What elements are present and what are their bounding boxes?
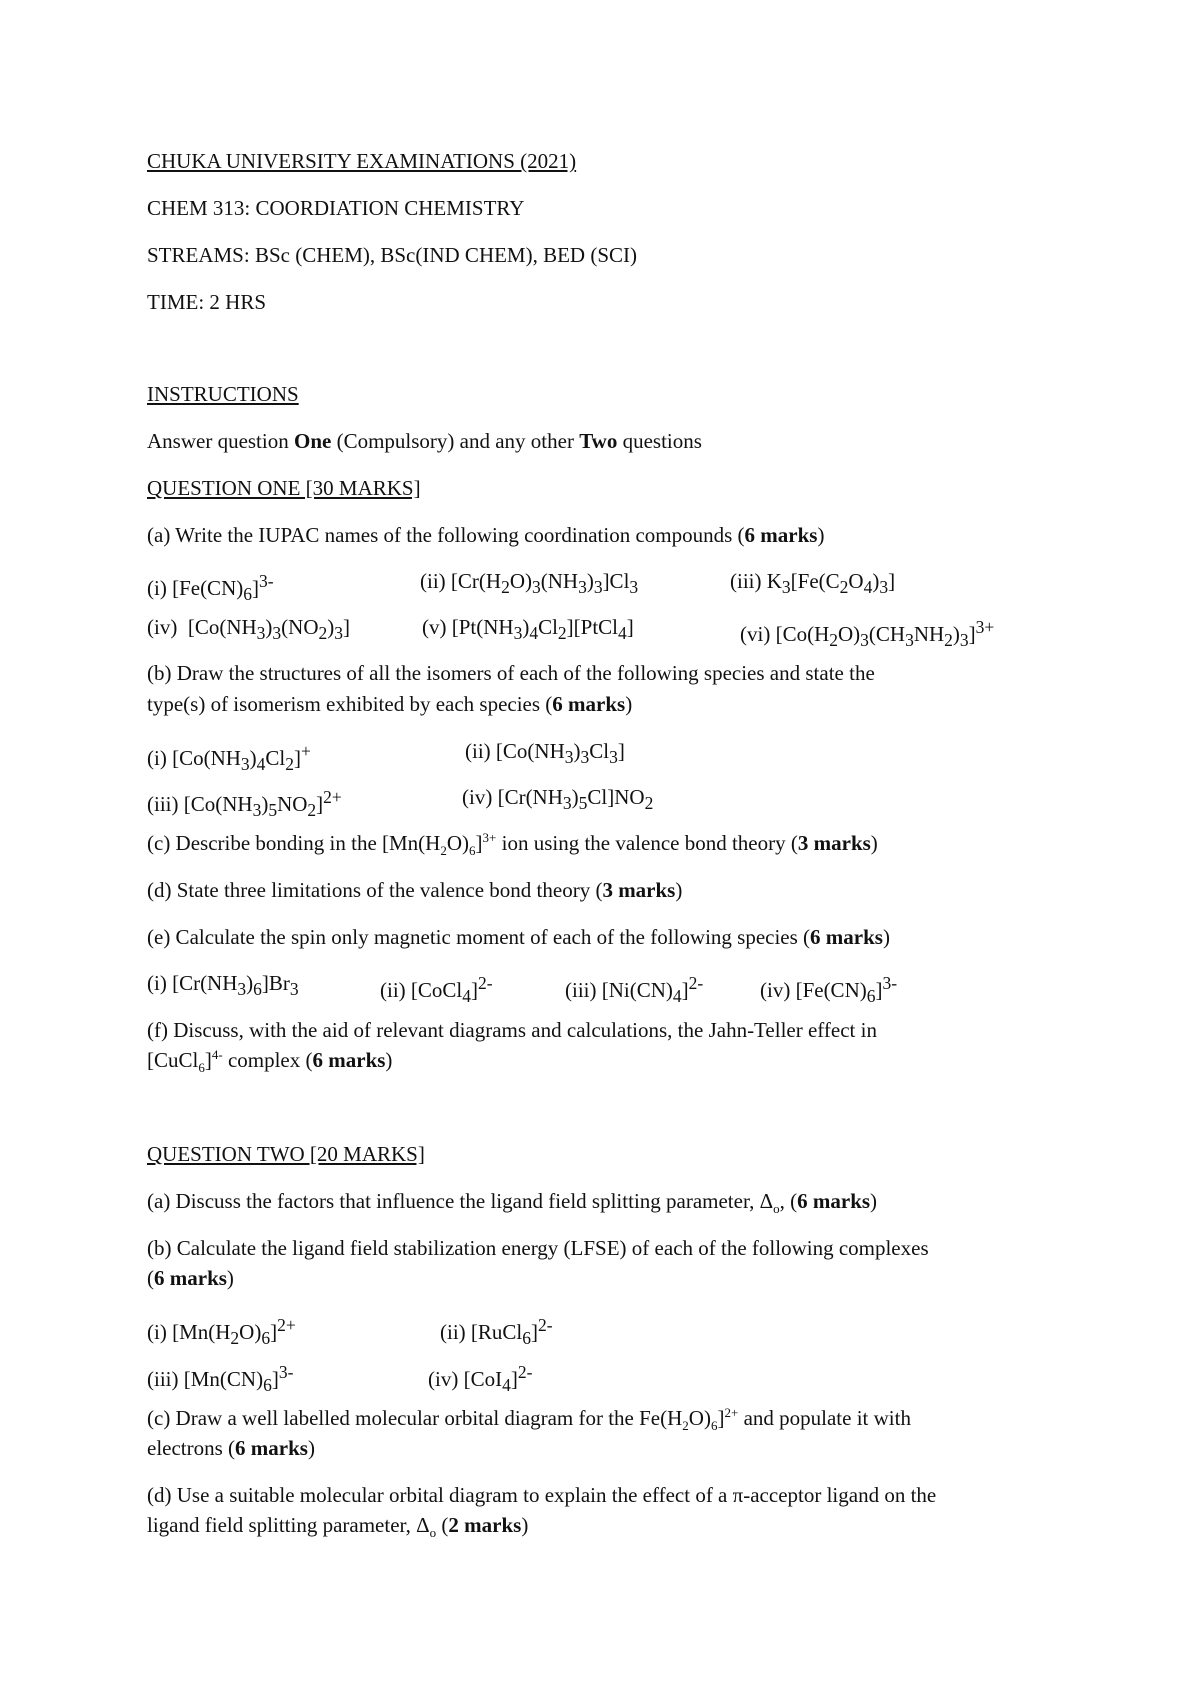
q2-part-c-line2: electrons (6 marks) <box>147 1436 315 1460</box>
streams-line: STREAMS: BSc (CHEM), BSc(IND CHEM), BED (SCI) <box>147 243 638 267</box>
q2b-item-iv: (iv) $[CoI_4]^{2-}$ <box>428 1362 533 1396</box>
q1e-item-iv: (iv) $[Fe(CN)_6]^{3-}$ <box>760 973 898 1007</box>
question-two-heading: QUESTION TWO [20 MARKS] <box>147 1142 425 1166</box>
q1-part-b-line2: type(s) of isomerism exhibited by each species (6 marks) <box>147 692 633 716</box>
q1b-item-i: (i) $[Co(NH_3)_4Cl_2]^+$ <box>147 741 311 775</box>
q1e-item-i: (i) $[Cr(NH_3)_6]Br_3$ <box>147 971 299 1000</box>
course-title: CHEM 313: COORDIATION CHEMISTRY <box>147 196 525 220</box>
q1a-item-iv: (iv) $[Co(NH_3)_3(NO_2)_3]$ <box>147 615 350 644</box>
q1-part-d: (d) State three limitations of the valence bond theory (3 marks) <box>147 878 683 902</box>
q2-part-b-line1: (b) Calculate the ligand field stabilization energy (LFSE) of each of the following complexes <box>147 1236 929 1260</box>
q1e-item-iii: (iii) $[Ni(CN)_4]^{2-}$ <box>565 973 704 1007</box>
q2-part-d-line2: ligand field splitting parameter, $\Delta_o$ (2 marks) <box>147 1513 529 1540</box>
time-line: TIME: 2 HRS <box>147 290 267 314</box>
q1a-item-ii: (ii) $[Cr(H_2O)_3(NH_3)_3]Cl_3$ <box>420 569 639 598</box>
q1b-item-ii: (ii) $[Co(NH_3)_3Cl_3]$ <box>465 739 625 768</box>
q1e-item-ii: (ii) [CoCl$_4$]$^{2-}$ <box>380 973 493 1007</box>
q1-part-a: (a) Write the IUPAC names of the following coordination compounds (6 marks) <box>147 523 825 547</box>
q1a-item-v: (v) $[Pt(NH_3)_4Cl_2][PtCl_4]$ <box>422 615 634 644</box>
q1a-item-i: (i) $[Fe(CN)_6]^{3-}$ <box>147 571 274 605</box>
q1a-item-iii: (iii) $K_3[Fe(C_2O_4)_3]$ <box>730 569 896 598</box>
q1-part-b-line1: (b) Draw the structures of all the isomers of each of the following species and state the <box>147 661 875 685</box>
q1-part-f-line1: (f) Discuss, with the aid of relevant diagrams and calculations, the Jahn-Teller effect in <box>147 1018 877 1042</box>
instructions-heading: INSTRUCTIONS <box>147 382 299 406</box>
q2-part-a: (a) Discuss the factors that influence the ligand field splitting parameter, $\Delta_o$, (6 marks) <box>147 1189 878 1216</box>
q2-part-d-line1: (d) Use a suitable molecular orbital diagram to explain the effect of a π-acceptor ligand on the <box>147 1483 937 1507</box>
university-title: CHUKA UNIVERSITY EXAMINATIONS (2021) <box>147 149 577 173</box>
question-one-heading: QUESTION ONE [30 MARKS] <box>147 476 421 500</box>
q2-part-b-line2: (6 marks) <box>147 1266 234 1290</box>
q1a-item-vi: (vi) $[Co(H_2O)_3(CH_3NH_2)_3]^{3+}$ <box>740 617 995 651</box>
q2b-item-i: (i) $[Mn(H_2O)_6]^{2+}$ <box>147 1315 296 1349</box>
q2b-item-ii: (ii) [RuCl$_6$]$^{2-}$ <box>440 1315 553 1349</box>
q1-part-f-line2: [CuCl$_6$]$^{4-}$ complex (6 marks) <box>147 1047 393 1075</box>
q2-part-c-line1: (c) Draw a well labelled molecular orbital diagram for the $Fe(H_2O)_6]^{2+}$ and populate it with <box>147 1405 911 1433</box>
q1b-item-iv: (iv) $[Cr(NH_3)_5Cl]NO_2$ <box>462 785 654 814</box>
q1-part-c: (c) Describe bonding in the $[Mn(H_2O)_6]^{3+}$ ion using the valence bond theory (3 marks) <box>147 830 878 858</box>
q2b-item-iii: (iii) $[Mn(CN)_6]^{3-}$ <box>147 1362 294 1396</box>
q1-part-e: (e) Calculate the spin only magnetic moment of each of the following species (6 marks) <box>147 925 890 949</box>
instructions-text: Answer question One (Compulsory) and any other Two questions <box>147 429 702 453</box>
q1b-item-iii: (iii) $[Co(NH_3)_5NO_2]^{2+}$ <box>147 787 342 821</box>
